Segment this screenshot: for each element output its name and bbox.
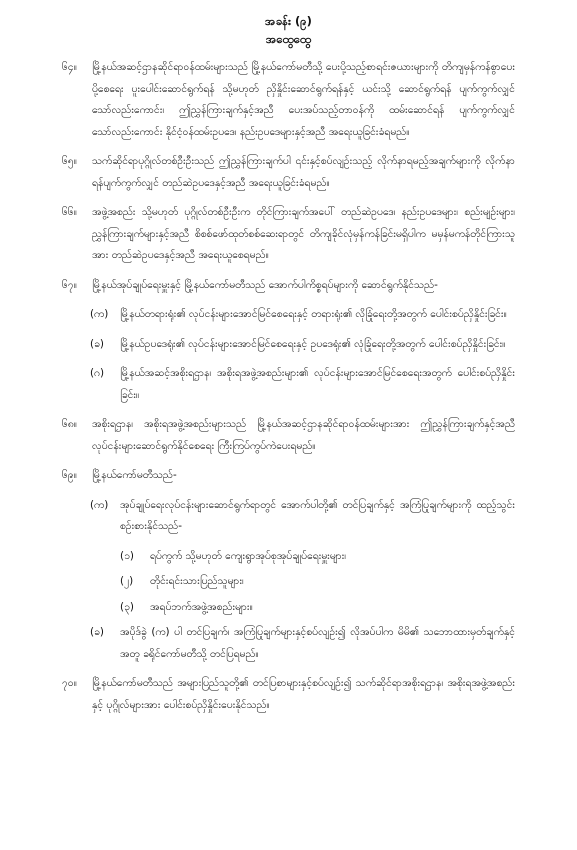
clause-text: မြို့နယ်ဥပဒေရုံး၏ လုပ်ငန်းများအောင်မြင်စေရေးနှင့် ဥပဒေရုံး၏ လုံခြုံရေးတို့အတွက် ပေါင်းစပ်ညှိနှိုင်းခြင်း။ xyxy=(120,337,506,350)
paragraph-number: ၆၆။ xyxy=(62,206,77,218)
paragraph-67 xyxy=(62,275,515,297)
paragraph-number: ၆၇။ xyxy=(62,278,77,291)
clause-text: မြို့နယ်အဆင့်အစိုးရဌာန၊ အစိုးရအဖွဲ့အစည်းများ၏ လုပ်ငန်းများအောင်မြင်စေရေးအတွက် ပေါင်းစပ်ညှိနှိုင်းခြင်း။ xyxy=(120,367,515,401)
paragraph-text: မြို့နယ်ကော်မတီသည် အများပြည်သူတို့၏ တင်ပြစာများနှင့်စပ်လျဉ်း၍ သက်ဆိုင်ရာအစိုးရဌာန၊ အစိုးရအဖွဲ့အစည်းနှင့် ပုဂ္ဂိုလ်များအား ပေါင်းစပ်ညှိနှိုင်းပေးနိုင်သည်။ xyxy=(92,677,515,711)
paragraph-text: အဖွဲ့အစည်း သို့မဟုတ် ပုဂ္ဂိုလ်တစ်ဦးဦးက တိုင်ကြားချက်အပေါ် တည်ဆဲဥပဒေ၊ နည်းဥပဒေများ၊ စည်းမျဉ်းများ၊ ညွှန်ကြားချက်များနှင့်အညီ စိစစ်ဖော်ထုတ်စစ်ဆေးရာတွင် တိကျခိုင်လုံမှန်ကန်ခြင်းမရှိပါက မမှန်မကန်တိုင်ကြားသူအား တည်ဆဲဥပဒေနှင့်အညီ အရေးယူစေရမည်။ xyxy=(92,206,515,261)
paragraph-65 xyxy=(62,151,515,194)
clause-mark: (ခ) xyxy=(90,626,104,638)
paragraph-text: သက်ဆိုင်ရာပုဂ္ဂိုလ်တစ်ဦးဦးသည် ဤညွှန်ကြားချက်ပါ ၎င်းနှင့်စပ်လျဉ်းသည့် လိုက်နာရမည့်အချက်များကို လိုက်နာရန်ပျက်ကွက်လျှင် တည်ဆဲဥပဒေနှင့်အညီ အရေးယူခြင်းခံရမည်။ xyxy=(92,155,515,189)
paragraph-number: ၆၅။ xyxy=(62,155,77,167)
paragraph-number: ၇၀။ xyxy=(62,677,77,689)
paragraph-70 xyxy=(62,673,515,716)
numbered-item-3 xyxy=(120,597,515,619)
clause-mark: (က) xyxy=(90,498,109,511)
sub-clause-ka xyxy=(90,304,515,326)
paragraph-number: ၆၉။ xyxy=(62,469,77,481)
clause-mark: (ဂ) xyxy=(90,367,105,379)
paragraph-number: ၆၈။ xyxy=(62,418,77,430)
paragraph-66 xyxy=(62,202,515,267)
clause-text: အုပ်ချုပ်ရေးလုပ်ငန်းများဆောင်ရွက်ရာတွင် အောက်ပါတို့၏ တင်ပြချက်နှင့် အကြံပြုချက်များကို ထည့်သွင်းစဉ်းစားနိုင်သည်- xyxy=(120,498,515,532)
paragraph-text: အစိုးရဌာန၊ အစိုးရအဖွဲ့အစည်းများသည် မြို့နယ်အဆင့်ဌာနဆိုင်ရာဝန်ထမ်းများအား ဤညွှန်ကြားချက်နှင့်အညီ လုပ်ငန်းများဆောင်ရွက်နိုင်စေရေး ကြီးကြပ်ကွပ်ကဲပေးရမည်။ xyxy=(92,418,515,452)
numbered-item-1 xyxy=(120,546,515,568)
sub-clause-kha xyxy=(90,622,515,665)
paragraph-text: မြို့နယ်ကော်မတီသည်- xyxy=(92,469,177,481)
chapter-subtitle: အထွေထွေ xyxy=(265,32,312,46)
paragraph-69 xyxy=(62,465,515,487)
paragraph-text: မြို့နယ်အုပ်ချုပ်ရေးမှူးနှင့် မြို့နယ်ကော်မတီသည် အောက်ပါကိစ္စရပ်များကို ဆောင်ရွက်နိုင်သည်- xyxy=(92,278,438,291)
clause-text: မြို့နယ်တရားရုံး၏ လုပ်ငန်းများအောင်မြင်စေရေးနှင့် တရားရုံး၏ လိုခြုံရေးတို့အတွက် ပေါင်းစပ်ညှိနှိုင်းခြင်း။ xyxy=(120,308,507,320)
item-mark: (၂) xyxy=(120,575,134,587)
item-mark: (၁) xyxy=(120,549,134,562)
item-text: တိုင်းရင်းသားပြည်သူများ၊ xyxy=(150,575,244,587)
paragraph-64 xyxy=(62,57,515,143)
item-text: ရပ်ကွက် သို့မဟုတ် ကျေးရွာအုပ်စုအုပ်ချုပ်ရေးမှူးများ၊ xyxy=(150,549,347,562)
item-text: အရပ်ဘက်အဖွဲ့အစည်းများ။ xyxy=(150,600,253,613)
sub-clause-kha xyxy=(90,334,515,356)
sub-clause-ka xyxy=(90,495,515,538)
paragraph-68 xyxy=(62,414,515,457)
sub-clause-ga xyxy=(90,363,515,406)
clause-mark: (က) xyxy=(90,308,109,320)
clause-text: အပိုဒ်ခွဲ (က) ပါ တင်ပြချက်၊ အကြံပြုချက်များနှင့်စပ်လျဉ်း၍ လိုအပ်ပါက မိမိ၏ သဘောထားမှတ်ချက်နှင့်အတူ ခရိုင်ကော်မတီသို့ တင်ပြရမည်။ xyxy=(120,626,515,660)
item-mark: (၃) xyxy=(120,600,134,613)
chapter-heading: အခန်း (၉) xyxy=(265,14,312,28)
paragraph-text: မြို့နယ်အဆင့်ဌာနဆိုင်ရာဝန်ထမ်းများသည် မြို့နယ်ကော်မတီသို့ ပေးပို့သည့်စာရင်းဇယားများကို တိကျမှန်ကန်စွာပေးပို့စေရေး ပူးပေါင်းဆောင်ရွက်ရန် သို့မဟုတ် ညှိနှိုင်းဆောင်ရွက်ရန်နှင့် ယင်းသို့ ဆောင်ရွက်ရန် ပျက်ကွက်လျှင်သော်လည်းကောင်း၊ ဤညွှန်ကြားချက်နှင့်အညီ ပေးအပ်သည့်တာဝန်ကို ထမ်းဆောင်ရန် ပျက်ကွက်လျှင်သော်လည်းကောင်း နိုင်ငံ့ဝန်ထမ်းဥပဒေ၊ နည်းဥပဒေများနှင့်အညီ အရေးယူခြင်းခံရမည်။ xyxy=(92,61,515,138)
clause-mark: (ခ) xyxy=(90,337,104,350)
numbered-item-2 xyxy=(120,571,515,593)
paragraph-number: ၆၄။ xyxy=(62,61,77,73)
